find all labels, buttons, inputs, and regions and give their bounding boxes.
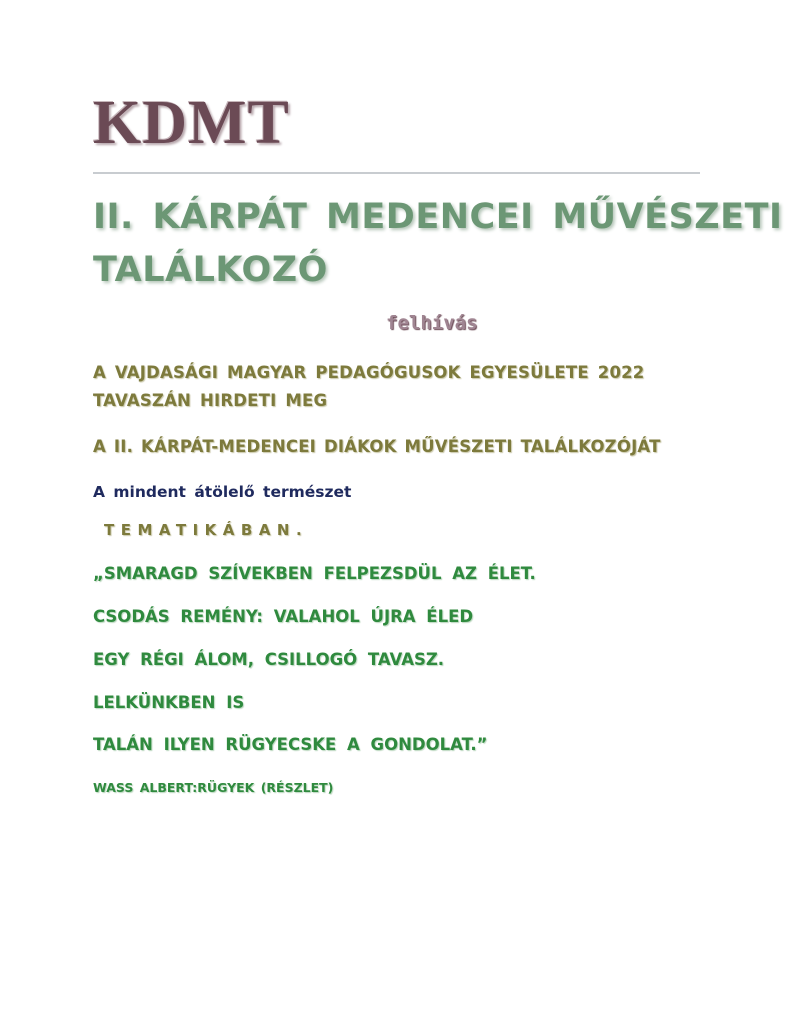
theme-suffix: TEMATIKÁBAN. [104,521,309,539]
poem-line: TALÁN ILYEN RÜGYECSKE A GONDOLAT.” [93,735,488,754]
main-title-line2: TALÁLKOZÓ [93,250,328,290]
poem-line: „SMARAGD SZÍVEKBEN FELPEZSDÜL AZ ÉLET. [93,564,536,583]
event-name: A II. KÁRPÁT-MEDENCEI DIÁKOK MŰVÉSZETI TALÁLKOZÓJÁT [93,437,661,456]
announcement-line1: A VAJDASÁGI MAGYAR PEDAGÓGUSOK EGYESÜLETE 2022 [93,363,645,382]
poem-citation: WASS ALBERT:RÜGYEK (RÉSZLET) [93,780,334,795]
theme-text: A mindent átölelő természet [93,483,352,501]
divider [93,172,700,174]
main-title-line1: II. KÁRPÁT MEDENCEI MŰVÉSZETI [93,197,783,237]
announcement-line2: TAVASZÁN HIRDETI MEG [93,391,328,410]
subtitle: felhívás [386,312,478,334]
poem-line: EGY RÉGI ÁLOM, CSILLOGÓ TAVASZ. [93,650,445,669]
logo-title: KDMT [93,89,290,157]
poem-line: CSODÁS REMÉNY: VALAHOL ÚJRA ÉLED [93,607,474,626]
poem-line: LELKÜNKBEN IS [93,693,245,712]
